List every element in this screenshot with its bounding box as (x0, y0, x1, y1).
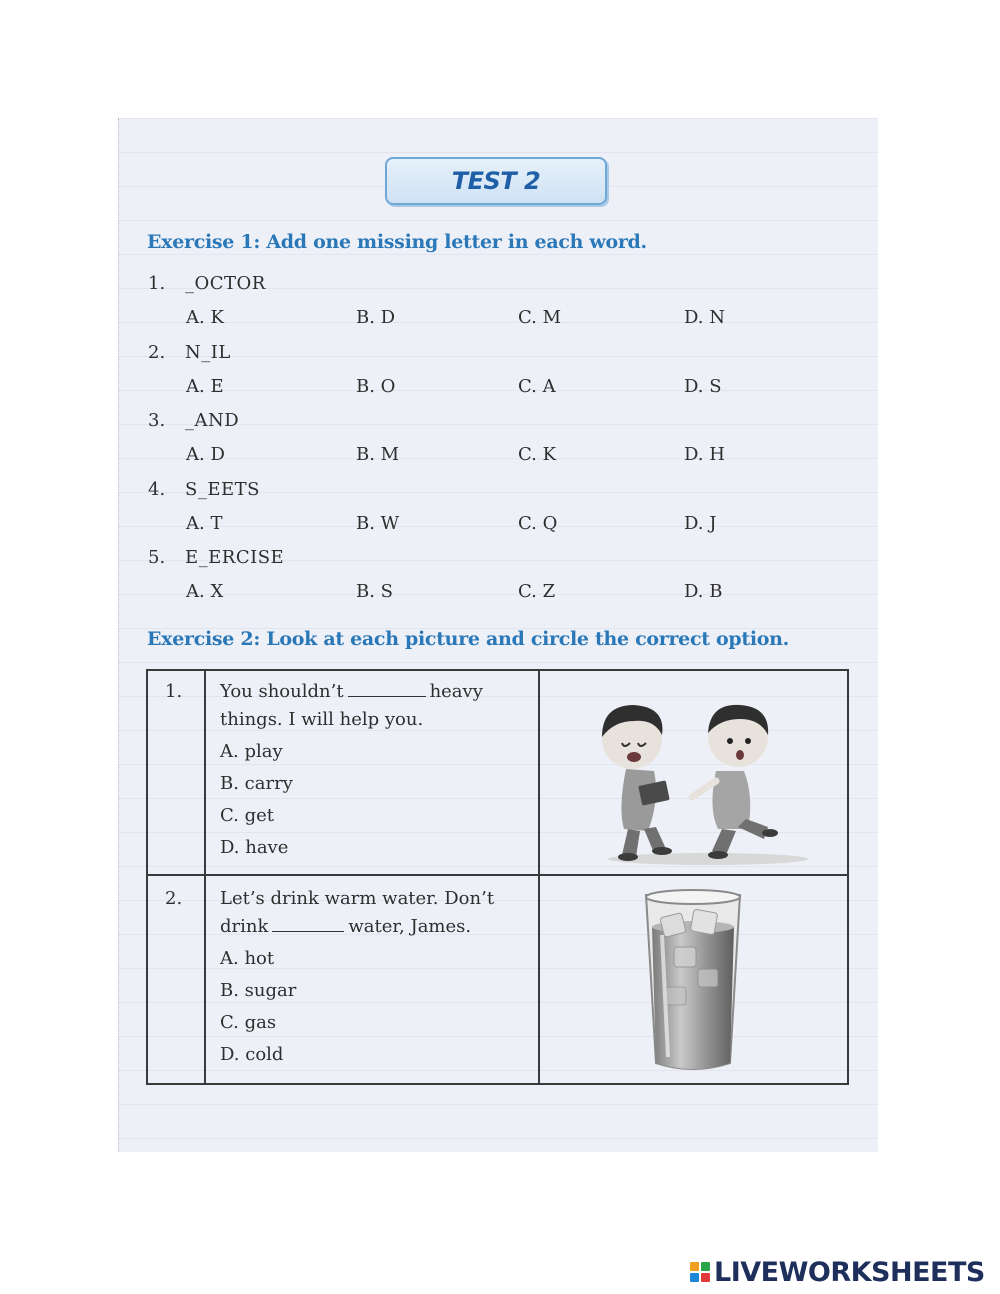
question-word: N_IL (185, 342, 231, 363)
left-boy-figure (602, 705, 672, 861)
option-d[interactable]: D. H (684, 444, 725, 465)
option-c[interactable]: C. Q (518, 513, 558, 534)
option-a[interactable]: A. T (186, 513, 223, 534)
question-word: _AND (185, 410, 240, 431)
option-d[interactable]: D. have (220, 837, 289, 858)
option-d[interactable]: D. cold (220, 1044, 284, 1065)
option-a[interactable]: A. hot (220, 948, 275, 969)
option-a[interactable]: A. D (186, 444, 225, 465)
question-line (220, 911, 471, 942)
question-text: drink (220, 916, 269, 937)
option-c[interactable]: C. K (518, 444, 557, 465)
option-c[interactable]: C. Z (518, 581, 556, 602)
question-word: S_EETS (185, 479, 260, 500)
question-number: 3. (148, 410, 166, 431)
question-word: E_ERCISE (185, 547, 285, 568)
question-text: things. I will help you. (220, 709, 424, 730)
table-divider (204, 671, 206, 1083)
brand-name: LIVEWORKSHEETS (714, 1256, 985, 1288)
option-b[interactable]: B. sugar (220, 980, 297, 1001)
option-d[interactable]: D. B (684, 581, 723, 602)
option-c[interactable]: C. get (220, 805, 274, 826)
option-d[interactable]: D. S (684, 376, 722, 397)
option-b[interactable]: B. carry (220, 773, 293, 794)
option-b[interactable]: B. D (356, 307, 396, 328)
test-title-banner (385, 157, 607, 205)
test-title: TEST 2 (451, 167, 541, 195)
answer-blank (272, 931, 344, 932)
exercise-2-title: Exercise 2: Look at each picture and circle the correct option. (147, 628, 789, 650)
logo-grid-icon (690, 1262, 710, 1282)
exercise-1-title: Exercise 1: Add one missing letter in each word. (147, 231, 647, 253)
option-a[interactable]: A. play (220, 741, 283, 762)
question-number: 2. (148, 342, 166, 363)
option-b[interactable]: B. W (356, 513, 400, 534)
option-c[interactable]: C. M (518, 307, 562, 328)
question-text: You shouldn’t (220, 681, 344, 702)
question-line (220, 676, 483, 707)
table-divider (538, 671, 540, 1083)
option-b[interactable]: B. S (356, 581, 394, 602)
right-boy-figure (692, 705, 778, 859)
option-a[interactable]: A. E (186, 376, 224, 397)
option-c[interactable]: C. A (518, 376, 556, 397)
question-text: heavy (429, 681, 483, 702)
option-d[interactable]: D. J (684, 513, 717, 534)
boys-carrying-picture (588, 679, 818, 869)
question-number: 1. (148, 273, 166, 294)
question-text: Let’s drink warm water. Don’t (220, 888, 495, 909)
row-number: 2. (165, 888, 183, 909)
row-number: 1. (165, 681, 183, 702)
table-divider (148, 874, 847, 876)
cold-water-glass-picture (638, 887, 748, 1079)
liveworksheets-logo[interactable] (690, 1254, 985, 1290)
answer-blank (348, 696, 426, 697)
option-a[interactable]: A. K (186, 307, 224, 328)
question-number: 5. (148, 547, 166, 568)
question-word: _OCTOR (185, 273, 266, 294)
exercise-2-table (146, 669, 849, 1085)
question-number: 4. (148, 479, 166, 500)
question-text: water, James. (348, 916, 472, 937)
option-a[interactable]: A. X (186, 581, 224, 602)
option-c[interactable]: C. gas (220, 1012, 277, 1033)
option-b[interactable]: B. O (356, 376, 396, 397)
option-d[interactable]: D. N (684, 307, 725, 328)
option-b[interactable]: B. M (356, 444, 400, 465)
